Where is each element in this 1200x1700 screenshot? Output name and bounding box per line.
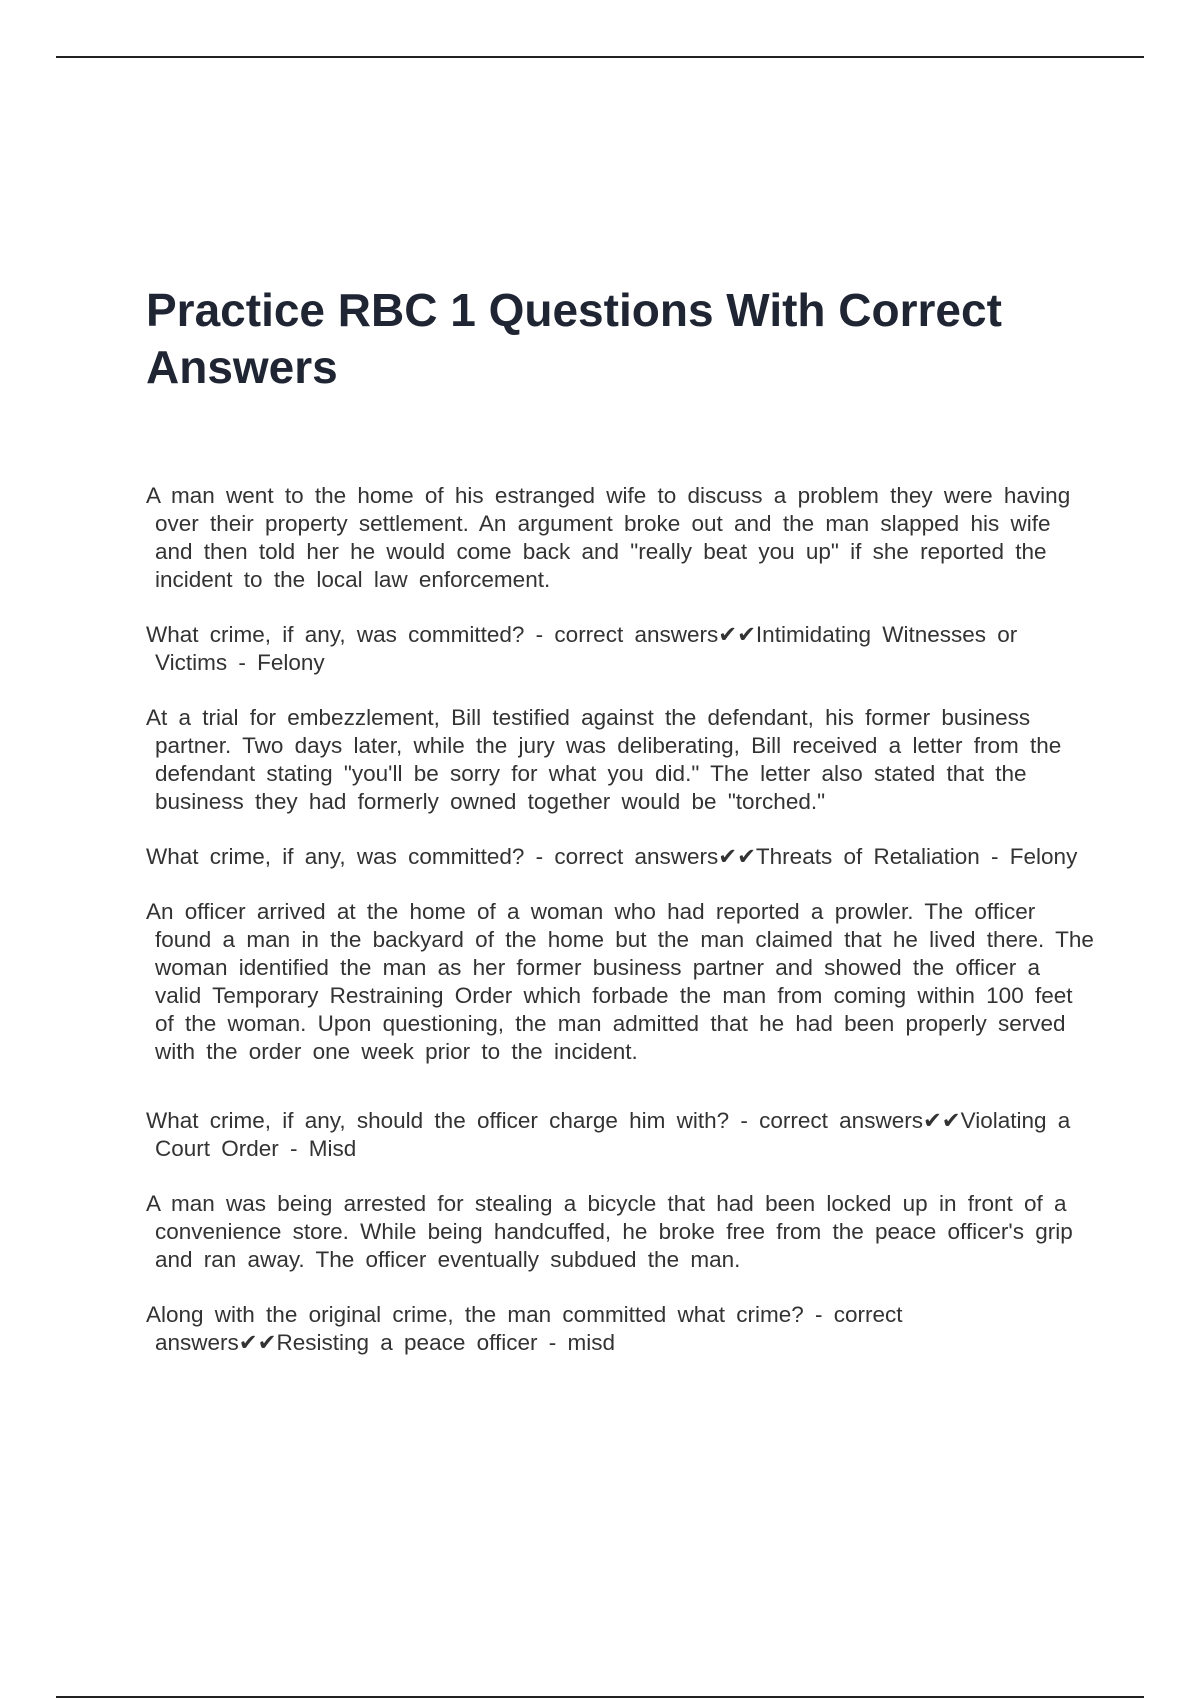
qa-list bbox=[146, 482, 1096, 1357]
document-body bbox=[146, 282, 1096, 1384]
question-answer-3: What crime, if any, should the officer charge him with? - correct answers✔✔Violating a Court Order - Misd bbox=[146, 1108, 1071, 1161]
scenario-3: An officer arrived at the home of a woman who had reported a prowler. The officer found a man in the backyard of the home but the man claimed that he lived there. The woman identified the man as her former business partner and showed the officer a valid Temporary Restraining Order which forbade the man from coming within 100 feet of the woman. Upon questioning, the man admitted that he had been properly served with the order one week prior to the incident. bbox=[146, 899, 1094, 1064]
document-title: Practice RBC 1 Questions With Correct Answers bbox=[146, 284, 1002, 393]
question-answer-1: What crime, if any, was committed? - correct answers✔✔Intimidating Witnesses or Victims - Felony bbox=[146, 622, 1018, 675]
top-rule bbox=[56, 56, 1144, 58]
scenario-2: At a trial for embezzlement, Bill testified against the defendant, his former business partner. Two days later, while the jury was deliberating, Bill received a letter from the defendant stating "you'll be sorry for what you did." The letter also stated that the business they had formerly owned together would be "torched." bbox=[146, 705, 1062, 814]
scenario-1: A man went to the home of his estranged wife to discuss a problem they were having over their property settlement. An argument broke out and the man slapped his wife and then told her he would come back and "really beat you up" if she reported the incident to the local law enforcement. bbox=[146, 483, 1071, 592]
question-answer-2: What crime, if any, was committed? - correct answers✔✔Threats of Retaliation - Felony bbox=[146, 844, 1078, 869]
bottom-rule bbox=[56, 1696, 1144, 1698]
scenario-4: A man was being arrested for stealing a bicycle that had been locked up in front of a convenience store. While being handcuffed, he broke free from the peace officer's grip and ran away. The officer eventually subdued the man. bbox=[146, 1191, 1073, 1272]
question-answer-4: Along with the original crime, the man committed what crime? - correct answers✔✔Resisting a peace officer - misd bbox=[146, 1302, 903, 1355]
